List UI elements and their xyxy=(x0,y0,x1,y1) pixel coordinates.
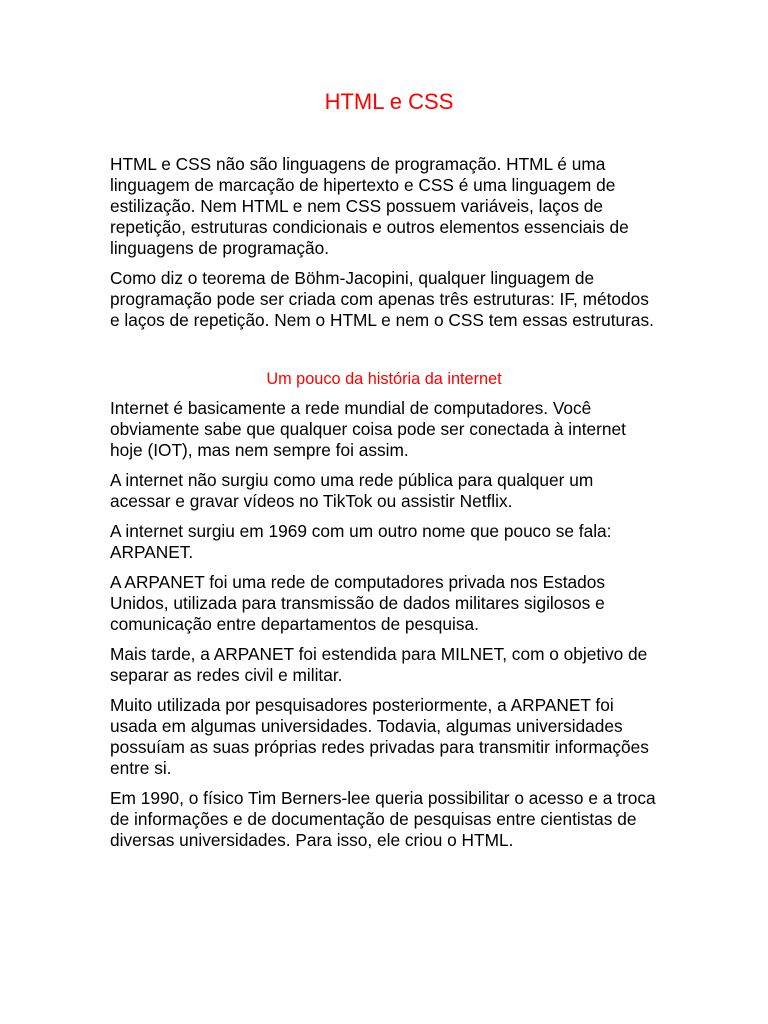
intro-paragraph: Como diz o teorema de Böhm-Jacopini, qualquer linguagem de programação pode ser criada com apenas três estruturas: IF, métodos e laços de repetição. Nem o HTML e nem o CSS tem essas estruturas. xyxy=(110,268,654,330)
intro-section xyxy=(110,154,658,331)
section-paragraph: A ARPANET foi uma rede de computadores privada nos Estados Unidos, utilizada para transmissão de dados militares sigilosos e comunicação entre departamentos de pesquisa. xyxy=(110,572,606,634)
document-title: HTML e CSS xyxy=(324,89,454,114)
section-paragraph: Mais tarde, a ARPANET foi estendida para MILNET, com o objetivo de separar as redes civil e militar. xyxy=(110,644,648,685)
section-paragraph: A internet surgiu em 1969 com um outro nome que pouco se fala: ARPANET. xyxy=(110,521,612,562)
intro-paragraph: HTML e CSS não são linguagens de programação. HTML é uma linguagem de marcação de hipertexto e CSS é uma linguagem de estilização. Nem HTML e nem CSS possuem variáveis, laços de repetição, estruturas condicionais e outros elementos essenciais de linguagens de programação. xyxy=(110,154,629,258)
section-paragraph: Internet é basicamente a rede mundial de computadores. Você obviamente sabe que qualquer coisa pode ser conectada à internet hoje (IOT), mas nem sempre foi assim. xyxy=(110,398,626,460)
section-title: Um pouco da história da internet xyxy=(266,370,502,388)
section-paragraph: Muito utilizada por pesquisadores posteriormente, a ARPANET foi usada em algumas universidades. Todavia, algumas universidades possuíam as suas próprias redes privadas para transmitir informações entre si. xyxy=(110,695,649,778)
section-paragraph: Em 1990, o físico Tim Berners-lee queria possibilitar o acesso e a troca de informações e de documentação de pesquisas entre cientistas de diversas universidades. Para isso, ele criou o HTML. xyxy=(110,788,656,850)
history-section xyxy=(110,398,658,851)
section-paragraph: A internet não surgiu como uma rede pública para qualquer um acessar e gravar vídeos no TikTok ou assistir Netflix. xyxy=(110,470,594,511)
